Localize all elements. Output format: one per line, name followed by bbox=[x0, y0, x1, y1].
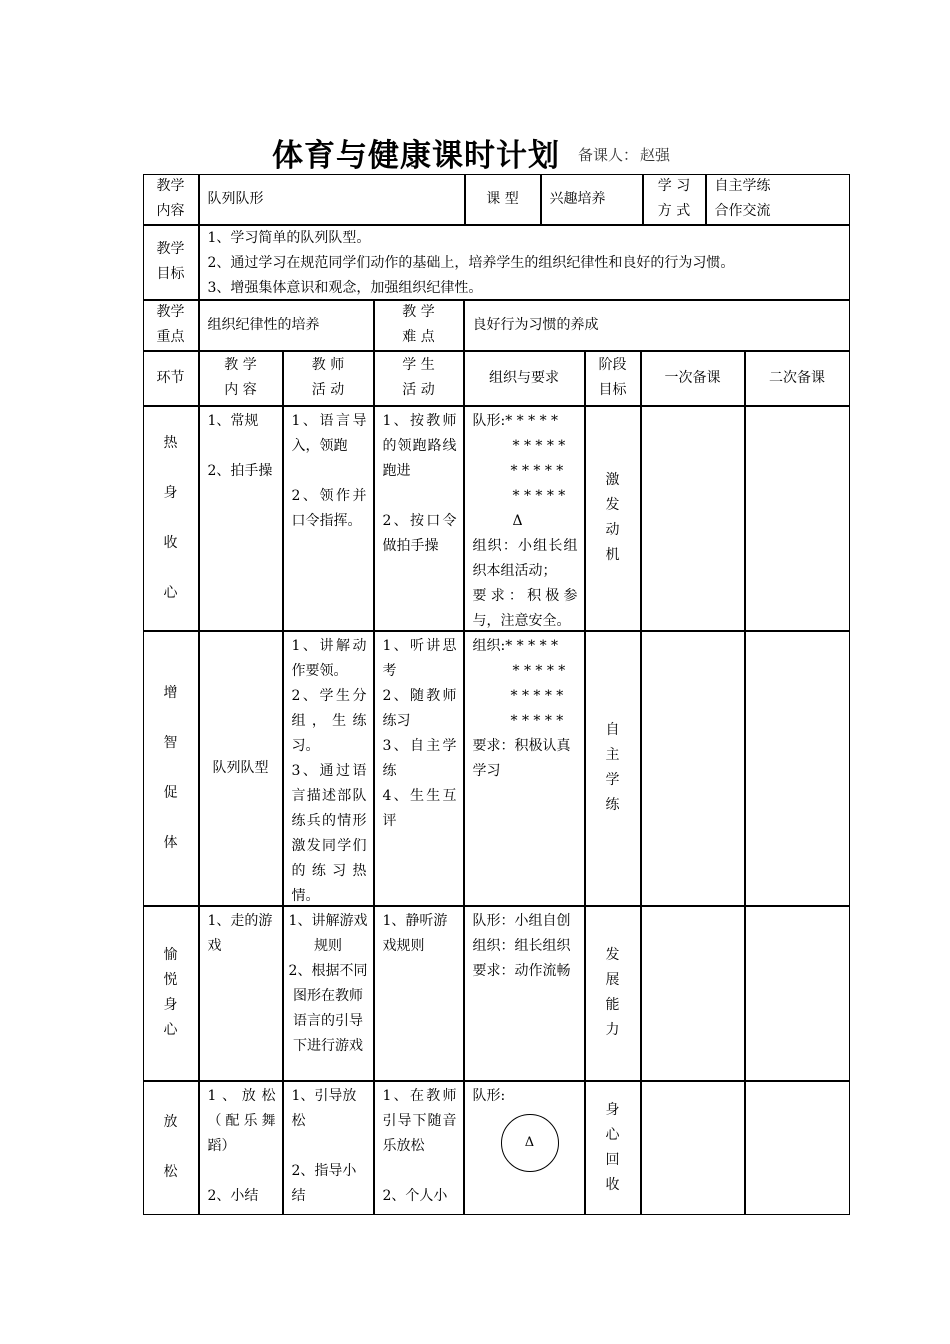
stage-goal: 身 心 回 收 bbox=[585, 1081, 641, 1215]
content-value: 队列队形 bbox=[199, 174, 465, 225]
first-prep-cell bbox=[641, 406, 745, 631]
first-prep-cell bbox=[641, 906, 745, 1081]
lesson-plan-table bbox=[143, 174, 850, 1215]
student-activity: 1、按教师的领跑路线跑进 2、按口令做拍手操 bbox=[374, 406, 464, 631]
type-label: 课 型 bbox=[465, 174, 541, 225]
formation-stars: * * * * * bbox=[510, 687, 564, 704]
preparer-name: 赵强 bbox=[640, 146, 671, 164]
stage-goal: 发 展 能 力 bbox=[585, 906, 641, 1081]
student-activity: 1、静听游戏规则 bbox=[374, 906, 464, 1081]
preparer-info bbox=[576, 144, 670, 165]
section-name: 放 松 bbox=[143, 1081, 199, 1215]
preparer-label: 备课人： bbox=[578, 146, 639, 164]
teacher-activity: 1、讲解动作要领。 2、学生分组，生练习。 3、通过语言描述部队练兵的情形激发同学们的练习热情。 bbox=[283, 631, 374, 906]
column-header: 阶段 目标 bbox=[585, 351, 641, 406]
key-value: 组织纪律性的培养 bbox=[199, 300, 374, 351]
section-content: 1、常规 2、拍手操 bbox=[199, 406, 283, 631]
formation-stars: * * * * * bbox=[512, 437, 566, 454]
column-header: 教 师 活 动 bbox=[283, 351, 374, 406]
second-prep-cell bbox=[745, 906, 850, 1081]
second-prep-cell bbox=[745, 1081, 850, 1215]
formation-stars: * * * * * bbox=[512, 662, 566, 679]
goals-label: 教学 目标 bbox=[143, 225, 199, 300]
teacher-position-marker: Δ bbox=[524, 1135, 535, 1150]
goal-item: 3、增强集体意识和观念，加强组织纪律性。 bbox=[207, 279, 483, 296]
key-label: 教学 重点 bbox=[143, 300, 199, 351]
teacher-position-marker: Δ bbox=[512, 512, 523, 529]
formation-label: 队形: bbox=[472, 412, 506, 429]
column-header: 学 生 活 动 bbox=[374, 351, 464, 406]
student-activity: 1、在教师引导下随音乐放松 2、个人小 bbox=[374, 1081, 464, 1215]
organization-requirements bbox=[464, 631, 585, 906]
organization-requirements bbox=[464, 406, 585, 631]
column-header: 组织与要求 bbox=[464, 351, 585, 406]
content-label: 教学 内容 bbox=[143, 174, 199, 225]
teacher-activity: 1、讲解游戏规则 2、根据不同图形在教师语言的引导下进行游戏 bbox=[283, 906, 374, 1081]
stage-goal: 自 主 学 练 bbox=[585, 631, 641, 906]
section-content: 队列队型 bbox=[199, 631, 283, 906]
type-value: 兴趣培养 bbox=[541, 174, 643, 225]
formation-stars: * * * * * bbox=[505, 637, 559, 654]
section-name: 愉 悦 身 心 bbox=[143, 906, 199, 1081]
section-name: 热 身 收 心 bbox=[143, 406, 199, 631]
difficult-label: 教 学 难 点 bbox=[374, 300, 464, 351]
organization-requirements bbox=[464, 1081, 585, 1215]
org-notes: 队形：小组自创 组织：组长组织 要求：动作流畅 bbox=[464, 906, 585, 1081]
teacher-activity: 1、引导放松 2、指导小结 bbox=[283, 1081, 374, 1215]
page-title: 体育与健康课时计划 bbox=[272, 138, 560, 174]
difficult-value: 良好行为习惯的养成 bbox=[464, 300, 850, 351]
formation-stars: * * * * * bbox=[505, 412, 559, 429]
section-content: 1、走的游戏 bbox=[199, 906, 283, 1081]
column-header: 教 学 内 容 bbox=[199, 351, 283, 406]
circle-formation bbox=[501, 1114, 559, 1172]
formation-stars: * * * * * bbox=[510, 712, 564, 729]
title-bar bbox=[0, 130, 950, 174]
formation-stars: * * * * * bbox=[510, 462, 564, 479]
goal-item: 2、通过学习在规范同学们动作的基础上，培养学生的组织纪律性和良好的行为习惯。 bbox=[207, 254, 735, 271]
first-prep-cell bbox=[641, 631, 745, 906]
second-prep-cell bbox=[745, 631, 850, 906]
second-prep-cell bbox=[745, 406, 850, 631]
first-prep-cell bbox=[641, 1081, 745, 1215]
method-label: 学 习 方 式 bbox=[643, 174, 706, 225]
formation-label: 组织: bbox=[472, 637, 506, 654]
section-name: 增 智 促 体 bbox=[143, 631, 199, 906]
org-notes: 要求：积极认真学习 bbox=[472, 737, 571, 779]
stage-goal: 激 发 动 机 bbox=[585, 406, 641, 631]
formation-label: 队形: bbox=[472, 1087, 506, 1104]
teacher-activity: 1、语言导入，领跑 2、领作并口令指挥。 bbox=[283, 406, 374, 631]
method-value: 自主学练 合作交流 bbox=[706, 174, 850, 225]
org-notes: 组织：小组长组织本组活动； 要求：积极参与，注意安全。 bbox=[472, 537, 578, 629]
column-header: 二次备课 bbox=[745, 351, 850, 406]
goal-item: 1、学习简单的队列队型。 bbox=[207, 229, 371, 246]
student-activity: 1、听讲思考 2、随教师练习 3、自主学练 4、生生互评 bbox=[374, 631, 464, 906]
section-content: 1、放松（配乐舞蹈） 2、小结 bbox=[199, 1081, 283, 1215]
goals-list bbox=[199, 225, 850, 300]
formation-stars: * * * * * bbox=[512, 487, 566, 504]
column-header: 一次备课 bbox=[641, 351, 745, 406]
column-header: 环节 bbox=[143, 351, 199, 406]
